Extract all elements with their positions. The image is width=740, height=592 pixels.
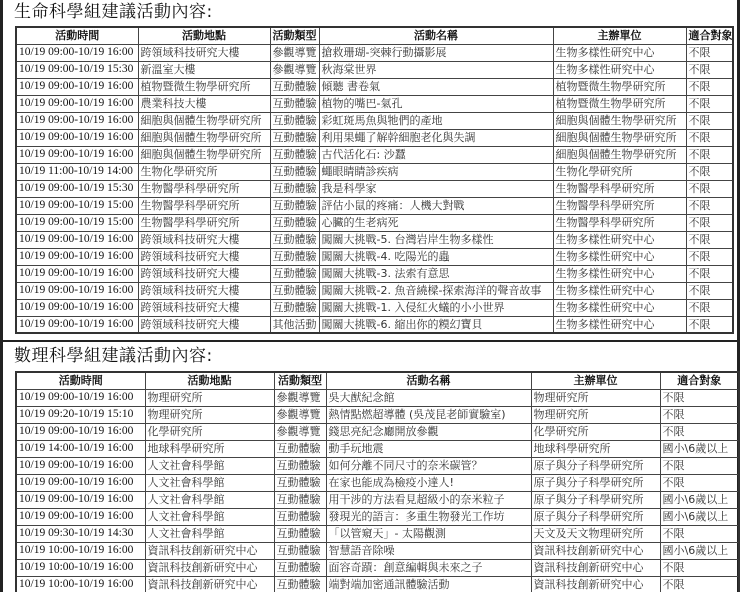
cell-type: 參觀導覽 [274, 389, 326, 406]
cell-activity-name: 如何分離不同尺寸的奈米碳管？ [326, 457, 531, 474]
cell-time: 10/19 10:00-10/19 16:00 [16, 559, 145, 576]
cell-type: 互動體驗 [270, 95, 319, 112]
cell-location: 化學研究所 [145, 423, 274, 440]
table-row [16, 197, 733, 214]
cell-audience: 不限 [660, 559, 739, 576]
cell-audience: 不限 [686, 44, 733, 61]
cell-audience: 不限 [686, 129, 733, 146]
cell-location: 跨領域科技研究大樓 [138, 231, 270, 248]
table-row [16, 406, 739, 423]
cell-type: 參觀導覽 [270, 61, 319, 78]
table-row [16, 299, 733, 316]
cell-time: 10/19 09:00-10/19 16:00 [16, 146, 138, 163]
table-row [16, 423, 739, 440]
cell-type: 互動體驗 [270, 180, 319, 197]
table-row [16, 542, 739, 559]
table-row [16, 525, 739, 542]
cell-audience: 不限 [686, 231, 733, 248]
cell-type: 互動體驗 [270, 231, 319, 248]
cell-time: 10/19 09:00-10/19 16:00 [16, 491, 145, 508]
cell-type: 互動體驗 [274, 491, 326, 508]
cell-type: 互動體驗 [274, 525, 326, 542]
cell-time: 10/19 10:00-10/19 16:00 [16, 576, 145, 592]
cell-organizer: 生物多樣性研究中心 [553, 231, 686, 248]
cell-activity-name: 吳大猷紀念館 [326, 389, 531, 406]
cell-location: 物理研究所 [145, 406, 274, 423]
cell-location: 人文社會科學館 [145, 508, 274, 525]
cell-organizer: 地球科學研究所 [531, 440, 660, 457]
cell-organizer: 生物醫學科學研究所 [553, 180, 686, 197]
cell-organizer: 天文及天文物理研究所 [531, 525, 660, 542]
cell-activity-name: 「以管窺天」- 太陽觀測 [326, 525, 531, 542]
table-row [16, 282, 733, 299]
cell-organizer: 細胞與個體生物學研究所 [553, 129, 686, 146]
cell-time: 10/19 09:00-10/19 16:00 [16, 44, 138, 61]
cell-activity-name: 搶救珊瑚-突棘行動攝影展 [319, 44, 553, 61]
cell-type: 互動體驗 [270, 265, 319, 282]
table-row [16, 95, 733, 112]
cell-location: 細胞與個體生物學研究所 [138, 146, 270, 163]
cell-activity-name: 植物的嘴巴-氣孔 [319, 95, 553, 112]
math-physics-section [0, 340, 740, 592]
cell-organizer: 資訊科技創新研究中心 [531, 576, 660, 592]
cell-time: 10/19 10:00-10/19 16:00 [16, 542, 145, 559]
cell-organizer: 原子與分子科學研究所 [531, 457, 660, 474]
cell-location: 人文社會科學館 [145, 491, 274, 508]
cell-organizer: 生物多樣性研究中心 [553, 265, 686, 282]
cell-organizer: 細胞與個體生物學研究所 [553, 112, 686, 129]
cell-location: 跨領域科技研究大樓 [138, 282, 270, 299]
cell-location: 細胞與個體生物學研究所 [138, 112, 270, 129]
cell-activity-name: 評估小鼠的疼痛：人機大對戰 [319, 197, 553, 214]
header-time: 活動時間 [16, 27, 138, 44]
cell-organizer: 資訊科技創新研究中心 [531, 559, 660, 576]
cell-audience: 不限 [686, 163, 733, 180]
cell-organizer: 生物化學研究所 [553, 163, 686, 180]
cell-audience: 國小\6歲以上 [660, 508, 739, 525]
cell-location: 人文社會科學館 [145, 474, 274, 491]
table-row [16, 112, 733, 129]
table-row [16, 61, 733, 78]
cell-audience: 不限 [660, 389, 739, 406]
cell-time: 10/19 09:00-10/19 15:30 [16, 61, 138, 78]
cell-audience: 不限 [686, 78, 733, 95]
header-type: 活動類型 [274, 372, 326, 389]
cell-activity-name: 彩虹斑馬魚與牠們的產地 [319, 112, 553, 129]
cell-audience: 不限 [660, 406, 739, 423]
cell-activity-name: 利用果蠅了解幹細胞老化與失調 [319, 129, 553, 146]
cell-type: 互動體驗 [274, 542, 326, 559]
cell-activity-name: 闖關大挑戰-2. 魚音繞樑-探索海洋的聲音故事 [319, 282, 553, 299]
table-body [16, 389, 739, 592]
life-science-activity-table [15, 26, 734, 334]
cell-time: 10/19 09:00-10/19 15:00 [16, 197, 138, 214]
cell-audience: 不限 [686, 316, 733, 333]
header-name: 活動名稱 [326, 372, 531, 389]
cell-location: 跨領域科技研究大樓 [138, 265, 270, 282]
table-row [16, 248, 733, 265]
cell-time: 10/19 09:00-10/19 16:00 [16, 282, 138, 299]
cell-audience: 不限 [686, 299, 733, 316]
cell-location: 人文社會科學館 [145, 457, 274, 474]
cell-location: 跨領域科技研究大樓 [138, 316, 270, 333]
cell-organizer: 生物多樣性研究中心 [553, 44, 686, 61]
cell-type: 互動體驗 [270, 197, 319, 214]
table-row [16, 576, 739, 592]
cell-type: 互動體驗 [270, 78, 319, 95]
header-location: 活動地點 [138, 27, 270, 44]
table-row [16, 146, 733, 163]
cell-activity-name: 在家也能成為檢疫小達人! [326, 474, 531, 491]
cell-organizer: 化學研究所 [531, 423, 660, 440]
cell-organizer: 生物多樣性研究中心 [553, 248, 686, 265]
table-row [16, 265, 733, 282]
cell-location: 資訊科技創新研究中心 [145, 542, 274, 559]
table-row [16, 180, 733, 197]
cell-type: 互動體驗 [270, 299, 319, 316]
cell-activity-name: 熱情點燃超導體 (吳茂昆老師實驗室) [326, 406, 531, 423]
header-time: 活動時間 [16, 372, 145, 389]
table-row [16, 508, 739, 525]
cell-type: 參觀導覽 [274, 406, 326, 423]
header-audience: 適合對象 [660, 372, 739, 389]
cell-organizer: 生物醫學科學研究所 [553, 214, 686, 231]
header-organizer: 主辦單位 [553, 27, 686, 44]
cell-activity-name: 心臟的生老病死 [319, 214, 553, 231]
table-row [16, 129, 733, 146]
cell-type: 參觀導覽 [274, 423, 326, 440]
cell-type: 互動體驗 [274, 559, 326, 576]
cell-audience: 不限 [660, 576, 739, 592]
header-audience: 適合對象 [686, 27, 733, 44]
cell-location: 農業科技大樓 [138, 95, 270, 112]
cell-location: 植物暨微生物學研究所 [138, 78, 270, 95]
cell-activity-name: 發現光的語言：多重生物發光工作坊 [326, 508, 531, 525]
cell-time: 10/19 09:00-10/19 16:00 [16, 231, 138, 248]
cell-time: 10/19 14:00-10/19 16:00 [16, 440, 145, 457]
cell-time: 10/19 09:00-10/19 16:00 [16, 389, 145, 406]
cell-audience: 不限 [686, 146, 733, 163]
header-name: 活動名稱 [319, 27, 553, 44]
cell-time: 10/19 09:00-10/19 16:00 [16, 316, 138, 333]
cell-type: 互動體驗 [270, 248, 319, 265]
math-physics-activity-table [15, 371, 740, 592]
section-title: 生命科學組建議活動內容: [14, 2, 213, 22]
cell-time: 10/19 09:00-10/19 16:00 [16, 248, 138, 265]
cell-type: 互動體驗 [270, 129, 319, 146]
cell-type: 互動體驗 [270, 112, 319, 129]
header-location: 活動地點 [145, 372, 274, 389]
cell-time: 10/19 09:00-10/19 16:00 [16, 299, 138, 316]
cell-activity-name: 蠅眼睛睛診疾病 [319, 163, 553, 180]
cell-activity-name: 智慧語音除噪 [326, 542, 531, 559]
cell-time: 10/19 09:00-10/19 16:00 [16, 265, 138, 282]
cell-activity-name: 闖關大挑戰-4. 吃陽光的蟲 [319, 248, 553, 265]
cell-audience: 國小\6歲以上 [660, 491, 739, 508]
table-row [16, 214, 733, 231]
cell-location: 資訊科技創新研究中心 [145, 559, 274, 576]
cell-organizer: 生物醫學科學研究所 [553, 197, 686, 214]
cell-audience: 國小\6歲以上 [660, 440, 739, 457]
cell-activity-name: 傾聽 書卷氣 [319, 78, 553, 95]
cell-type: 互動體驗 [270, 146, 319, 163]
cell-type: 互動體驗 [274, 474, 326, 491]
cell-type: 其他活動 [270, 316, 319, 333]
cell-time: 10/19 09:00-10/19 15:30 [16, 180, 138, 197]
cell-location: 物理研究所 [145, 389, 274, 406]
cell-organizer: 生物多樣性研究中心 [553, 299, 686, 316]
cell-location: 地球科學研究所 [145, 440, 274, 457]
cell-type: 互動體驗 [274, 457, 326, 474]
cell-activity-name: 闖關大挑戰-1. 入侵紅火蟻的小小世界 [319, 299, 553, 316]
cell-activity-name: 秋海棠世界 [319, 61, 553, 78]
cell-time: 10/19 09:00-10/19 16:00 [16, 457, 145, 474]
cell-location: 生物醫學科學研究所 [138, 180, 270, 197]
cell-organizer: 物理研究所 [531, 406, 660, 423]
cell-location: 生物化學研究所 [138, 163, 270, 180]
table-row [16, 78, 733, 95]
cell-organizer: 生物多樣性研究中心 [553, 61, 686, 78]
table-header-row [16, 372, 739, 389]
table-row [16, 163, 733, 180]
header-type: 活動類型 [270, 27, 319, 44]
cell-audience: 不限 [660, 423, 739, 440]
cell-activity-name: 古代活化石: 沙蠶 [319, 146, 553, 163]
cell-time: 10/19 09:20-10/19 15:10 [16, 406, 145, 423]
cell-activity-name: 面容奇蹟：創意編輯與未來之子 [326, 559, 531, 576]
cell-activity-name: 端對端加密通訊體驗活動 [326, 576, 531, 592]
header-organizer: 主辦單位 [531, 372, 660, 389]
cell-type: 互動體驗 [270, 214, 319, 231]
cell-location: 人文社會科學館 [145, 525, 274, 542]
cell-audience: 不限 [686, 180, 733, 197]
table-row [16, 491, 739, 508]
cell-time: 10/19 09:00-10/19 16:00 [16, 129, 138, 146]
table-row [16, 389, 739, 406]
cell-audience: 不限 [686, 248, 733, 265]
cell-organizer: 生物多樣性研究中心 [553, 316, 686, 333]
table-row [16, 231, 733, 248]
cell-type: 互動體驗 [270, 282, 319, 299]
cell-organizer: 資訊科技創新研究中心 [531, 542, 660, 559]
cell-time: 10/19 09:00-10/19 16:00 [16, 112, 138, 129]
table-body [16, 44, 733, 333]
cell-type: 互動體驗 [274, 440, 326, 457]
cell-audience: 不限 [686, 214, 733, 231]
table-row [16, 559, 739, 576]
cell-location: 細胞與個體生物學研究所 [138, 129, 270, 146]
cell-time: 10/19 09:30-10/19 14:30 [16, 525, 145, 542]
cell-audience: 不限 [686, 112, 733, 129]
cell-audience: 不限 [660, 474, 739, 491]
cell-audience: 不限 [686, 197, 733, 214]
cell-organizer: 植物暨微生物學研究所 [553, 78, 686, 95]
cell-time: 10/19 09:00-10/19 15:00 [16, 214, 138, 231]
table-header-row [16, 27, 733, 44]
cell-activity-name: 闖關大挑戰-5. 台灣岩岸生物多樣性 [319, 231, 553, 248]
cell-type: 互動體驗 [270, 163, 319, 180]
table-row [16, 316, 733, 333]
cell-audience: 不限 [686, 265, 733, 282]
cell-location: 跨領域科技研究大樓 [138, 248, 270, 265]
cell-organizer: 原子與分子科學研究所 [531, 474, 660, 491]
cell-type: 互動體驗 [274, 508, 326, 525]
cell-audience: 國小\6歲以上 [660, 542, 739, 559]
cell-activity-name: 錢思亮紀念廳開放參觀 [326, 423, 531, 440]
cell-organizer: 原子與分子科學研究所 [531, 491, 660, 508]
cell-location: 跨領域科技研究大樓 [138, 299, 270, 316]
cell-audience: 不限 [660, 525, 739, 542]
cell-organizer: 原子與分子科學研究所 [531, 508, 660, 525]
cell-audience: 不限 [686, 61, 733, 78]
cell-time: 10/19 09:00-10/19 16:00 [16, 78, 138, 95]
table-row [16, 44, 733, 61]
cell-type: 參觀導覽 [270, 44, 319, 61]
cell-audience: 不限 [686, 282, 733, 299]
cell-location: 生物醫學科學研究所 [138, 197, 270, 214]
cell-time: 10/19 09:00-10/19 16:00 [16, 423, 145, 440]
cell-activity-name: 闖關大挑戰-3. 法索有意思 [319, 265, 553, 282]
cell-time: 10/19 11:00-10/19 14:00 [16, 163, 138, 180]
cell-time: 10/19 09:00-10/19 16:00 [16, 508, 145, 525]
cell-activity-name: 我是科學家 [319, 180, 553, 197]
cell-location: 生物醫學科學研究所 [138, 214, 270, 231]
cell-type: 互動體驗 [274, 576, 326, 592]
cell-organizer: 物理研究所 [531, 389, 660, 406]
cell-location: 新溫室大樓 [138, 61, 270, 78]
cell-location: 資訊科技創新研究中心 [145, 576, 274, 592]
cell-organizer: 細胞與個體生物學研究所 [553, 146, 686, 163]
cell-organizer: 植物暨微生物學研究所 [553, 95, 686, 112]
cell-activity-name: 用干涉的方法看見超級小的奈米粒子 [326, 491, 531, 508]
section-title: 數理科學組建議活動內容: [14, 346, 213, 366]
cell-audience: 不限 [660, 457, 739, 474]
table-row [16, 457, 739, 474]
cell-activity-name: 闖關大挑戰-6. 縮出你的糢幻寶貝 [319, 316, 553, 333]
cell-time: 10/19 09:00-10/19 16:00 [16, 474, 145, 491]
cell-organizer: 生物多樣性研究中心 [553, 282, 686, 299]
cell-location: 跨領域科技研究大樓 [138, 44, 270, 61]
table-row [16, 440, 739, 457]
cell-audience: 不限 [686, 95, 733, 112]
cell-activity-name: 動手玩地震 [326, 440, 531, 457]
cell-time: 10/19 09:00-10/19 16:00 [16, 95, 138, 112]
table-row [16, 474, 739, 491]
